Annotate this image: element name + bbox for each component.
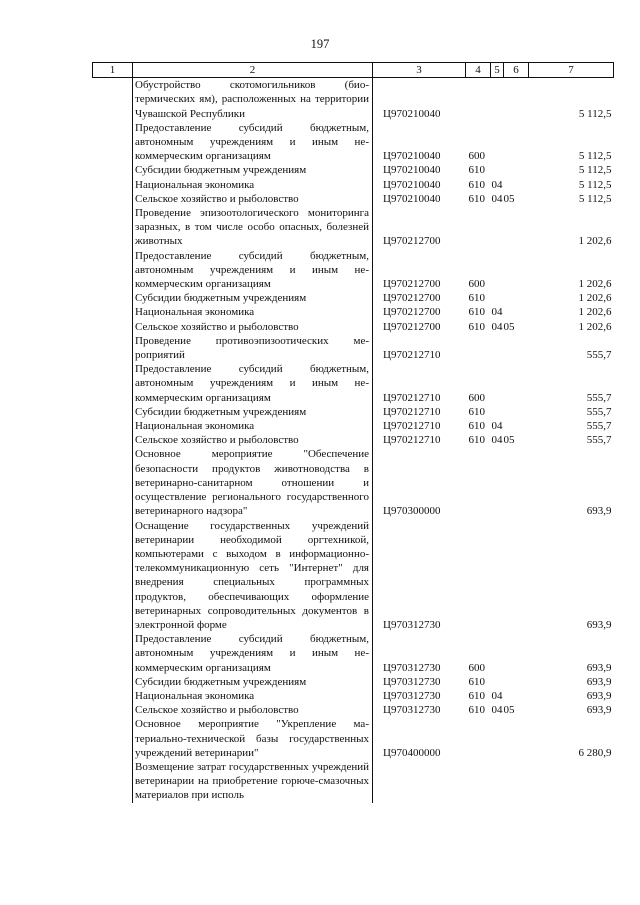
cell-expense-type: 610 — [468, 405, 485, 418]
cell-expense-type: 610 — [468, 192, 485, 205]
cell-name: Сельское хозяйство и рыболовство — [133, 433, 373, 447]
cell-target-code: Ц970210040 — [383, 192, 441, 205]
cell-number — [93, 689, 133, 703]
cell-target-code: Ц970212710 — [383, 405, 441, 418]
cell-number — [93, 305, 133, 319]
cell-subsection — [504, 178, 529, 192]
cell-subsection — [504, 405, 529, 419]
cell-subsection — [504, 249, 529, 292]
table-row — [93, 760, 614, 803]
cell-amount: 693,9 — [586, 689, 612, 702]
cell-name: Обустройство скотомогильников (биотермических ям), расположенных на территории Чувашской Республики — [133, 78, 373, 121]
cell-target-code: Ц970212700 — [383, 320, 441, 333]
cell-amount: 6 280,9 — [578, 746, 612, 759]
table-row — [93, 291, 614, 305]
header-col-4: 4 — [466, 63, 491, 78]
cell-target-code: Ц970212710 — [383, 434, 441, 447]
cell-section: 04 — [491, 320, 503, 333]
cell-amount: 5 112,5 — [578, 107, 612, 120]
table-row — [93, 433, 614, 447]
cell-subsection — [504, 519, 529, 633]
cell-number — [93, 291, 133, 305]
table-row — [93, 689, 614, 703]
cell-number — [93, 78, 133, 121]
cell-target-code: Ц970212700 — [383, 306, 441, 319]
cell-number — [93, 405, 133, 419]
cell-expense-type: 610 — [468, 675, 485, 688]
cell-expense-type — [466, 78, 491, 121]
table-row — [93, 121, 614, 164]
cell-subsection — [504, 78, 529, 121]
cell-subsection: 05 — [503, 192, 515, 205]
cell-section — [491, 519, 504, 633]
cell-expense-type — [466, 206, 491, 249]
cell-name: Предоставление субсидий бюджетным, автономным учреждениям и иным некоммерческим организациям — [133, 632, 373, 675]
cell-name: Национальная экономика — [133, 689, 373, 703]
cell-amount: 693,9 — [586, 704, 612, 717]
cell-amount: 555,7 — [586, 349, 612, 362]
cell-target-code: Ц970210040 — [383, 107, 441, 120]
cell-name: Сельское хозяйство и рыболовство — [133, 703, 373, 717]
cell-number — [93, 760, 133, 803]
cell-section — [491, 334, 504, 362]
cell-target-code: Ц970300000 — [383, 505, 441, 518]
cell-subsection — [504, 675, 529, 689]
table-body — [93, 78, 614, 803]
cell-target-code — [373, 760, 466, 803]
cell-expense-type: 600 — [468, 150, 485, 163]
cell-target-code: Ц970212710 — [383, 349, 441, 362]
table-row — [93, 362, 614, 405]
table-row — [93, 334, 614, 362]
cell-expense-type: 610 — [468, 320, 485, 333]
cell-section — [491, 291, 504, 305]
cell-name: Сельское хозяйство и рыболовство — [133, 192, 373, 206]
cell-section: 04 — [491, 192, 503, 205]
cell-section — [491, 362, 504, 405]
cell-number — [93, 447, 133, 518]
cell-expense-type: 610 — [468, 689, 485, 702]
cell-number — [93, 249, 133, 292]
cell-name: Субсидии бюджетным учреждениям — [133, 291, 373, 305]
cell-number — [93, 717, 133, 760]
header-col-2: 2 — [133, 63, 373, 78]
cell-name: Субсидии бюджетным учреждениям — [133, 405, 373, 419]
cell-target-code: Ц970210040 — [383, 164, 441, 177]
table-row — [93, 703, 614, 717]
cell-subsection — [504, 163, 529, 177]
cell-number — [93, 206, 133, 249]
cell-subsection — [504, 419, 529, 433]
cell-amount: 693,9 — [586, 675, 612, 688]
cell-expense-type — [466, 717, 491, 760]
cell-subsection — [504, 291, 529, 305]
cell-name: Национальная экономика — [133, 178, 373, 192]
header-col-6: 6 — [504, 63, 529, 78]
cell-section: 04 — [491, 306, 503, 319]
table-row — [93, 206, 614, 249]
cell-expense-type — [466, 519, 491, 633]
cell-amount: 1 202,6 — [578, 306, 612, 319]
cell-amount: 1 202,6 — [578, 235, 612, 248]
cell-expense-type: 610 — [468, 164, 485, 177]
cell-number — [93, 519, 133, 633]
cell-name: Оснащение государственных учреждений ветеринарии необходимой оргтехникой, компьютерами с выходом в информационно-телекоммуникационную сеть "Интернет" для внедрения специальных программных продуктов, обеспечивающих оформление ветеринарных сопроводительных документов в электронной форме — [133, 519, 373, 633]
cell-number — [93, 632, 133, 675]
cell-subsection — [504, 206, 529, 249]
cell-subsection: 05 — [503, 320, 515, 333]
cell-amount: 693,9 — [586, 661, 612, 674]
table-row — [93, 419, 614, 433]
cell-subsection — [504, 632, 529, 675]
cell-target-code: Ц970212700 — [383, 292, 441, 305]
table-row — [93, 78, 614, 121]
cell-expense-type: 610 — [468, 704, 485, 717]
cell-expense-type: 600 — [468, 661, 485, 674]
cell-name: Предоставление субсидий бюджетным, автономным учреждениям и иным некоммерческим организациям — [133, 249, 373, 292]
cell-number — [93, 419, 133, 433]
cell-expense-type: 610 — [468, 306, 485, 319]
cell-subsection — [504, 121, 529, 164]
cell-subsection — [504, 362, 529, 405]
cell-subsection — [504, 305, 529, 319]
cell-section: 04 — [491, 704, 503, 717]
cell-amount: 1 202,6 — [578, 278, 612, 291]
cell-section — [491, 206, 504, 249]
cell-subsection: 05 — [503, 704, 515, 717]
cell-name: Национальная экономика — [133, 305, 373, 319]
cell-target-code: Ц970212710 — [383, 391, 441, 404]
cell-name: Сельское хозяйство и рыболовство — [133, 320, 373, 334]
header-col-7: 7 — [529, 63, 614, 78]
cell-subsection — [504, 689, 529, 703]
cell-amount: 693,9 — [586, 505, 612, 518]
cell-amount: 555,7 — [586, 434, 612, 447]
cell-amount: 5 112,5 — [578, 164, 612, 177]
cell-target-code: Ц970312730 — [383, 704, 441, 717]
table-row — [93, 632, 614, 675]
table-row — [93, 519, 614, 633]
cell-expense-type: 600 — [468, 391, 485, 404]
cell-section — [491, 405, 504, 419]
cell-subsection — [504, 717, 529, 760]
cell-target-code: Ц970210040 — [383, 150, 441, 163]
cell-name: Субсидии бюджетным учреждениям — [133, 163, 373, 177]
cell-subsection — [504, 334, 529, 362]
cell-target-code: Ц970312730 — [383, 675, 441, 688]
cell-amount: 693,9 — [586, 618, 612, 631]
cell-section — [491, 717, 504, 760]
cell-section: 04 — [491, 420, 503, 433]
cell-name: Предоставление субсидий бюджетным, автономным учреждениям и иным некоммерческим организациям — [133, 121, 373, 164]
cell-section: 04 — [491, 178, 503, 191]
header-col-3: 3 — [373, 63, 466, 78]
cell-section — [491, 447, 504, 518]
cell-amount: 555,7 — [586, 391, 612, 404]
cell-section — [491, 78, 504, 121]
cell-amount: 5 112,5 — [578, 192, 612, 205]
cell-number — [93, 192, 133, 206]
cell-expense-type — [466, 760, 491, 803]
cell-section — [491, 121, 504, 164]
table-row — [93, 405, 614, 419]
cell-amount: 555,7 — [586, 420, 612, 433]
cell-target-code: Ц970212700 — [383, 235, 441, 248]
header-col-1: 1 — [93, 63, 133, 78]
cell-section — [491, 249, 504, 292]
cell-name: Предоставление субсидий бюджетным, автономным учреждениям и иным некоммерческим организациям — [133, 362, 373, 405]
cell-amount: 5 112,5 — [578, 150, 612, 163]
cell-number — [93, 362, 133, 405]
cell-amount: 5 112,5 — [578, 178, 612, 191]
cell-target-code: Ц970212710 — [383, 420, 441, 433]
cell-expense-type: 610 — [468, 420, 485, 433]
cell-target-code: Ц970400000 — [383, 746, 441, 759]
cell-number — [93, 121, 133, 164]
cell-number — [93, 675, 133, 689]
cell-amount — [529, 760, 614, 803]
cell-name: Основное мероприятие "Укрепление материально-технической базы государственных учреждений ветеринарии" — [133, 717, 373, 760]
cell-number — [93, 320, 133, 334]
cell-subsection: 05 — [503, 434, 515, 447]
cell-number — [93, 703, 133, 717]
table-row — [93, 249, 614, 292]
cell-amount: 555,7 — [586, 405, 612, 418]
cell-name: Субсидии бюджетным учреждениям — [133, 675, 373, 689]
header-col-5: 5 — [491, 63, 504, 78]
cell-target-code: Ц970212700 — [383, 278, 441, 291]
cell-expense-type: 600 — [468, 278, 485, 291]
cell-name: Проведение противоэпизоотических мероприятий — [133, 334, 373, 362]
cell-number — [93, 163, 133, 177]
page-number: 197 — [310, 37, 330, 51]
cell-amount: 1 202,6 — [578, 292, 612, 305]
cell-number — [93, 433, 133, 447]
table-row — [93, 305, 614, 319]
cell-target-code: Ц970312730 — [383, 618, 441, 631]
cell-target-code: Ц970312730 — [383, 661, 441, 674]
cell-number — [93, 178, 133, 192]
cell-section — [491, 760, 504, 803]
cell-subsection — [504, 760, 529, 803]
cell-name: Основное мероприятие "Обеспечение безопасности продуктов животноводства в ветеринарно-санитарном отношении и осуществление регионального государственного ветеринарного надзора" — [133, 447, 373, 518]
cell-section: 04 — [491, 434, 503, 447]
table-header-row — [93, 63, 614, 78]
cell-expense-type — [466, 447, 491, 518]
cell-expense-type: 610 — [468, 178, 485, 191]
cell-section: 04 — [491, 689, 503, 702]
cell-expense-type: 610 — [468, 434, 485, 447]
cell-section — [491, 632, 504, 675]
cell-name: Проведение эпизоотологического мониторинга заразных, в том числе особо опасных, болезней животных — [133, 206, 373, 249]
cell-section — [491, 675, 504, 689]
cell-section — [491, 163, 504, 177]
cell-name: Возмещение затрат государственных учреждений ветеринарии на приобретение горюче-смазочных материалов при исполь — [133, 760, 373, 803]
table-row — [93, 192, 614, 206]
table-row — [93, 447, 614, 518]
table-row — [93, 675, 614, 689]
cell-expense-type — [466, 334, 491, 362]
table-row — [93, 178, 614, 192]
table-row — [93, 163, 614, 177]
cell-name: Национальная экономика — [133, 419, 373, 433]
cell-subsection — [504, 447, 529, 518]
cell-target-code: Ц970210040 — [383, 178, 441, 191]
cell-target-code: Ц970312730 — [383, 689, 441, 702]
cell-expense-type: 610 — [468, 292, 485, 305]
table-row — [93, 717, 614, 760]
cell-amount: 1 202,6 — [578, 320, 612, 333]
table-row — [93, 320, 614, 334]
cell-number — [93, 334, 133, 362]
budget-table — [92, 62, 614, 803]
